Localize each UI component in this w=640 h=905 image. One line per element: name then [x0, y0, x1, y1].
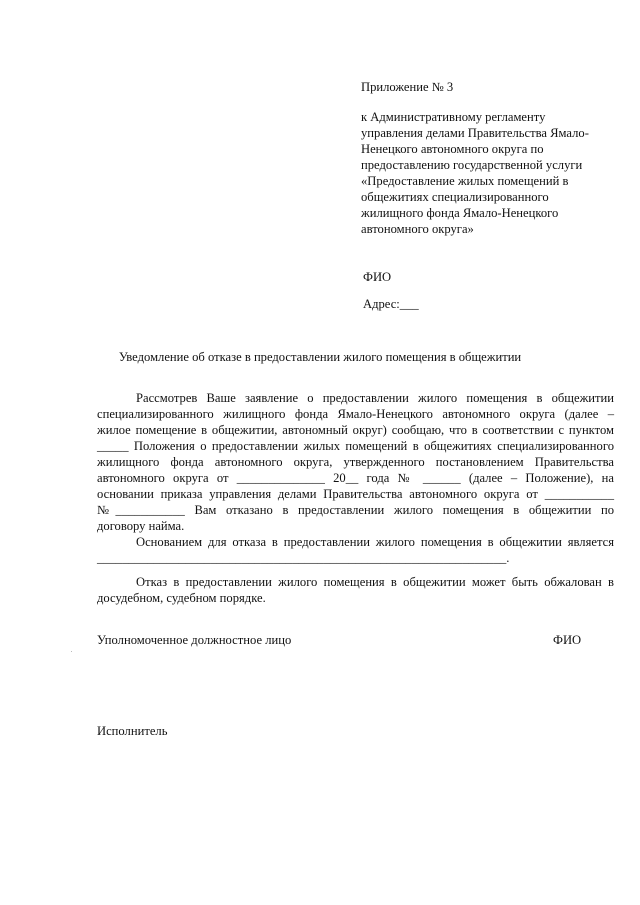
paragraph-line: Отказ в предоставлении жилого помещения в общежитии может быть обжалован в — [136, 575, 614, 589]
signature-fio: ФИО — [553, 633, 582, 647]
paragraph-line: Основанием для отказа в предоставлении жилого помещения в общежитии является — [136, 535, 614, 549]
paragraph-line: специализированного жилищного фонда Ямало-Ненецкого автономного округа (далее – — [97, 407, 614, 421]
reglament-line: предоставлению государственной услуги — [361, 158, 583, 172]
paragraph-line: _____ Положения о предоставлении жилых помещений в общежитиях специализированного — [97, 439, 614, 453]
signature-official: Уполномоченное должностное лицо — [97, 633, 292, 647]
paragraph-line: №___________ Вам отказано в предоставлении жилого помещения в общежитии по — [97, 503, 614, 517]
reglament-line: автономного округа» — [361, 222, 474, 236]
document-title: Уведомление об отказе в предоставлении жилого помещения в общежитии — [118, 350, 522, 364]
paragraph-line: автономного округа от ______________ 20__ года № ______ (далее – Положение), на — [97, 471, 614, 485]
reglament-line: к Административному регламенту — [361, 110, 546, 124]
reglament-line: «Предоставление жилых помещений в — [361, 174, 569, 188]
reglament-line: жилищного фонда Ямало-Ненецкого — [361, 206, 559, 220]
appendix-number: Приложение № 3 — [361, 80, 454, 94]
reglament-line: общежитиях специализированного — [361, 190, 549, 204]
recipient-address: Адрес:___ — [363, 297, 419, 311]
paragraph-line: _________________________________________________________________. — [97, 551, 510, 565]
reglament-reference — [361, 109, 621, 237]
reglament-line: Ненецкого автономного округа по — [361, 142, 544, 156]
reglament-line: управления делами Правительства Ямало- — [361, 126, 589, 140]
paragraph-line: жилищного фонда автономного округа, утвержденного постановлением Правительства — [97, 455, 614, 469]
paragraph-line: договору найма. — [97, 519, 185, 533]
paragraph-line: жилое помещение в общежитии, автономный округ) сообщаю, что в соответствии с пунктом — [97, 423, 614, 437]
executor-label: Исполнитель — [97, 724, 168, 738]
paragraph-line: Рассмотрев Ваше заявление о предоставлении жилого помещения в общежитии — [136, 391, 614, 405]
paragraph-line: досудебном, судебном порядке. — [97, 591, 266, 605]
scan-speck — [71, 651, 72, 652]
recipient-fio: ФИО — [363, 270, 392, 284]
paragraph-line: основании приказа управления делами Правительства автономного округа от ___________ — [97, 487, 614, 501]
document-body — [97, 390, 614, 606]
